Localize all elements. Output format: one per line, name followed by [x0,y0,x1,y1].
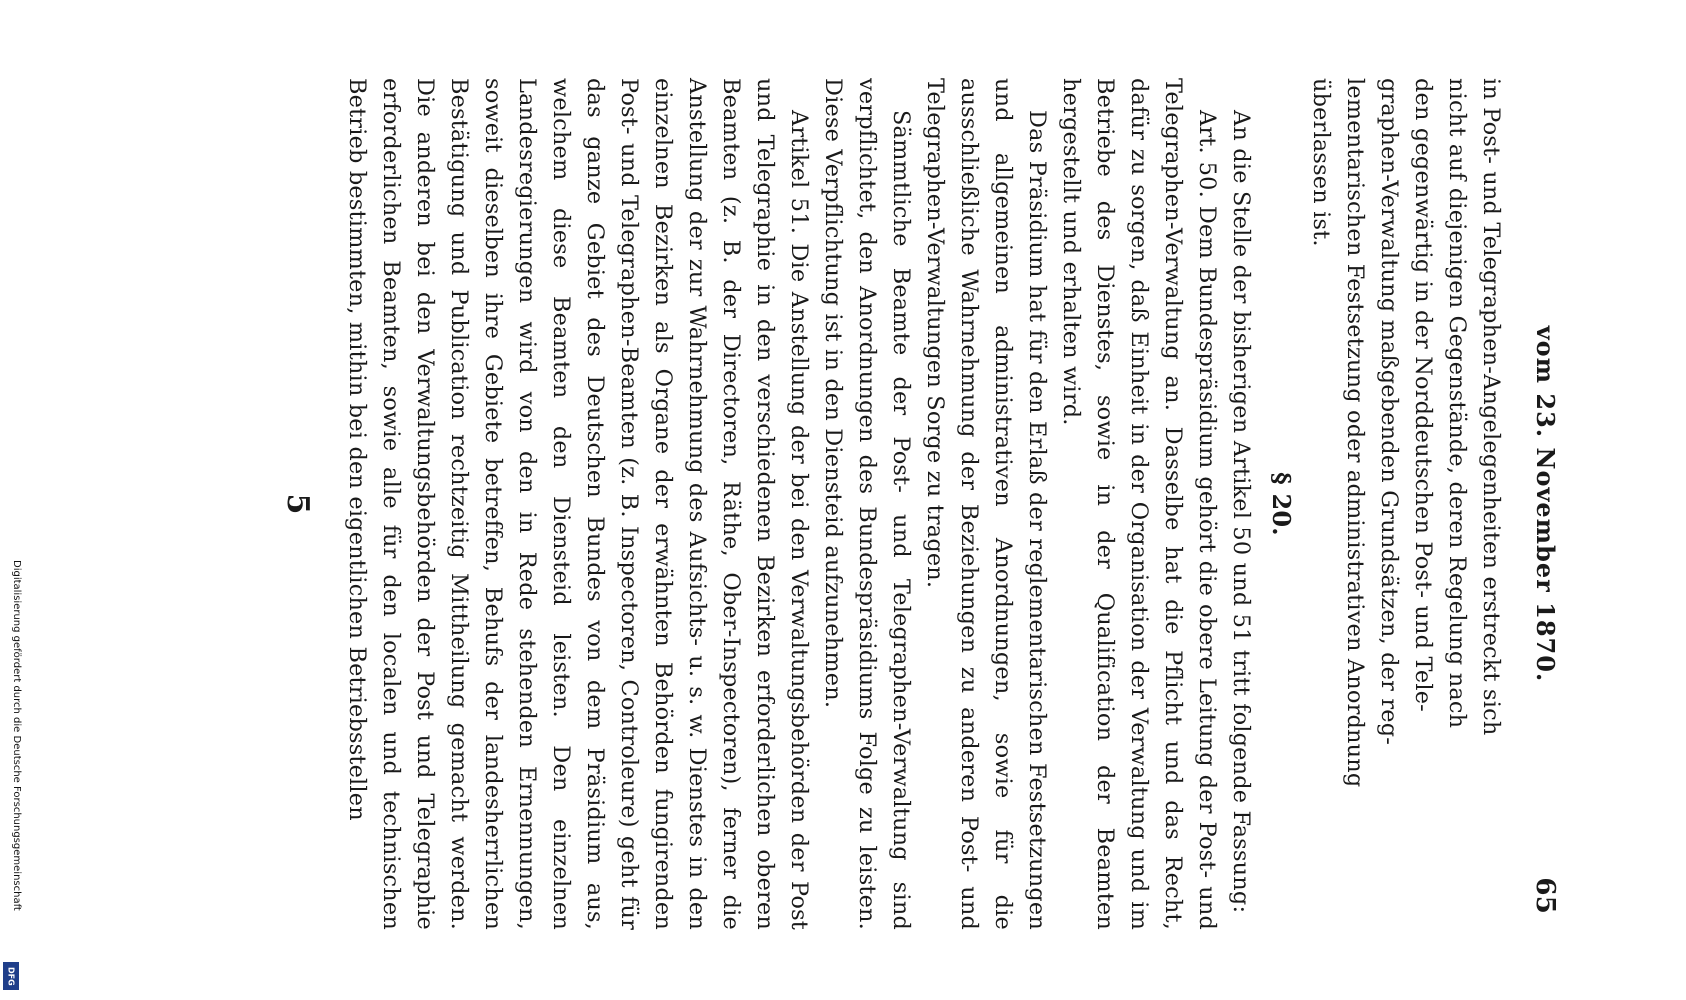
text-line: überlassen ist. [1308,78,1334,247]
page-header [1526,78,1562,930]
continuation-paragraph [1304,78,1508,930]
article-50-paragraph-2: Das Präsidium hat für den Erlaß der reglementarischen Festsetzungen und allgemeinen administrativen Anordnungen, sowie für die ausschließliche Wahrnehmung der Beziehungen zu anderen Post- und Telegraphen-Verwaltungen Sorge zu tragen. [922,78,1050,930]
text-line: den gegenwärtig in der Norddeutschen Post- und Tele- [1410,78,1436,712]
text-line: nicht auf diejenigen Gegenstände, deren Regelung nach [1444,78,1470,729]
article-51-paragraph: Artikel 51. Die Anstellung der bei den Verwaltungsbehörden der Post und Telegraphie in den verschiedenen Bezirken erforderlichen oberen Beamten (z. B. der Directoren, Räthe, Ober-Inspectoren), ferner die Anstellung der zur Wahrnehmung des Aufsichts- u. s. w. Dienstes in den einzelnen Bezirken als Organe der erwähnten Behörden fungirenden Post- und Telegraphen-Beamten (z. B. Inspectoren, Controleure) geht für das ganze Gebiet des Deutschen Bundes von dem Präsidium aus, welchem diese Beamten den Diensteid leisten. Den einzelnen Landesregierungen wird von den in Rede stehenden Ernennungen, soweit dieselben ihre Gebiete betreffen, Behufs der landesherrlichen Bestätigung und Publication rechtzeitig Mittheilung gemacht werden. Die anderen bei den Verwaltungsbehörden der Post und Telegraphie erforderlichen Beamten, sowie alle für den localen und technischen Betrieb bestimmten, mithin bei den eigentlichen Betriebsstellen [344,78,812,930]
digitization-note: Digitalisierung gefördert durch die Deutsche Forschungsgemeinschaft [11,560,22,911]
article-50-paragraph-1: Art. 50. Dem Bundespräsidium gehört die obere Leitung der Post- und Telegraphen-Verwaltung an. Dasselbe hat die Pflicht und das Recht, dafür zu sorgen, daß Einheit in der Organisation der Verwaltung und im Betriebe des Dienstes, sowie in der Qualification der Beamten hergestellt und erhalten wird. [1058,78,1220,930]
text-line: graphen-Verwaltung maßgebenden Grundsätzen, der reg- [1376,78,1402,745]
dfg-logo-icon: DFG [3,962,19,990]
section-heading: § 20. [1267,472,1296,536]
digitization-sidebar [0,0,22,1000]
text-line: lementarischen Festsetzung oder administrativen Anordnung [1342,78,1368,788]
running-title: vom 23. November 1870. [1531,325,1560,683]
page-number: 65 [1530,877,1560,914]
intro-paragraph: An die Stelle der bisherigen Artikel 50 und 51 tritt folgende Fassung: [1228,110,1254,914]
body-text [340,78,1508,930]
text-line: in Post- und Telegraphen-Angelegenheiten erstreckt sich [1478,78,1504,736]
signature-mark: 5 [280,493,315,515]
scanned-page [162,0,1622,1000]
article-50-paragraph-3: Sämmtliche Beamte der Post- und Telegraphen-Verwaltung sind verpflichtet, den Anordnungen des Bundespräsidiums Folge zu leisten. Diese Verpflichtung ist in den Diensteid aufzunehmen. [820,78,914,930]
